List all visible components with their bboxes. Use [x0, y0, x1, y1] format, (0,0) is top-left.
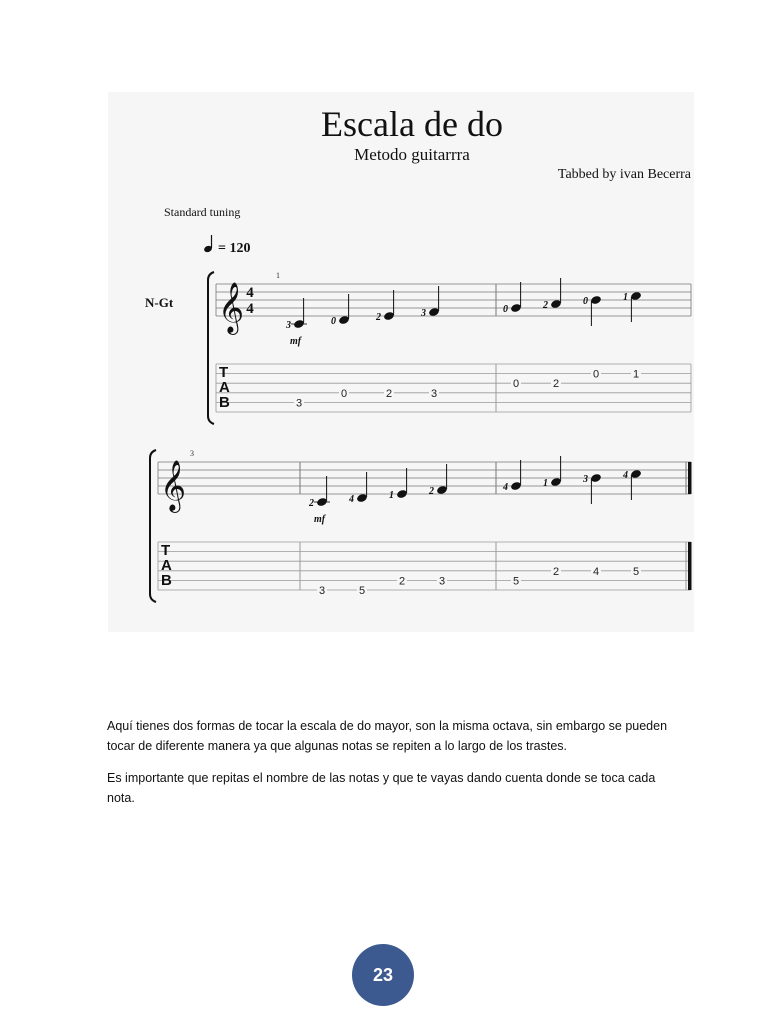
finger-number: 1 — [623, 292, 628, 303]
finger-number: 0 — [583, 296, 588, 307]
finger-number: 2 — [309, 498, 314, 509]
finger-number: 4 — [349, 494, 354, 505]
tab-letter: T — [219, 364, 229, 381]
tab-fret-number: 2 — [385, 387, 393, 400]
finger-number: 2 — [429, 486, 434, 497]
treble-clef-icon: 𝄞 — [160, 460, 187, 511]
tab-fret-number: 3 — [438, 575, 446, 588]
finger-number: 4 — [623, 470, 628, 481]
system-bracket — [208, 272, 214, 424]
finger-number: 0 — [331, 316, 336, 327]
finger-number: 4 — [503, 482, 508, 493]
finger-number: 1 — [543, 478, 548, 489]
paragraph-2: Es importante que repitas el nombre de las notas y que te vayas dando cuenta donde se toca cada nota. — [107, 771, 656, 805]
instrument-label: N-Gt — [145, 295, 174, 310]
tab-letter: A — [219, 379, 230, 396]
finger-number: 3 — [421, 308, 426, 319]
finger-number: 1 — [389, 490, 394, 501]
tab-fret-number: 3 — [295, 397, 303, 410]
measure-number: 1 — [276, 271, 280, 280]
tab-letter: B — [219, 394, 230, 411]
finger-number: 3 — [286, 320, 291, 331]
tempo-value: = 120 — [218, 241, 251, 256]
tab-fret-number: 3 — [430, 387, 438, 400]
tab-fret-number: 5 — [512, 575, 520, 588]
tab-letter: T — [161, 542, 171, 559]
tab-fret-number: 0 — [340, 387, 348, 400]
score-subtitle: Metodo guitarrra — [354, 145, 470, 164]
sheet-music-image — [108, 92, 694, 632]
finger-number: 0 — [503, 304, 508, 315]
staff-systems — [150, 271, 692, 602]
score-credit: Tabbed by ivan Becerra — [557, 167, 691, 182]
time-signature-bottom: 4 — [246, 301, 254, 317]
tab-fret-number: 2 — [552, 565, 560, 578]
tab-fret-number: 3 — [318, 585, 326, 597]
treble-clef-icon: 𝄞 — [218, 282, 245, 333]
final-thick-line — [688, 462, 692, 494]
dynamic-marking: mf — [290, 336, 302, 347]
tab-fret-number: 2 — [398, 575, 406, 588]
score-notation — [108, 92, 694, 632]
score-title: Escala de do — [321, 104, 503, 144]
system-bracket — [150, 450, 156, 602]
tab-fret-number: 4 — [592, 565, 600, 578]
dynamic-marking: mf — [314, 514, 326, 525]
tuning-label: Standard tuning — [164, 205, 241, 219]
finger-number: 3 — [583, 474, 588, 485]
paragraph-1: Aquí tienes dos formas de tocar la escala de do mayor, son la misma octava, sin embargo se pueden tocar de diferente manera ya que algunas notas se repiten a lo largo de los trastes. — [107, 719, 668, 753]
tempo-marking — [203, 235, 250, 256]
tab-fret-number: 2 — [552, 378, 560, 391]
tab-fret-number: 5 — [358, 585, 366, 597]
tab-final-thick-line — [688, 542, 692, 590]
tab-fret-number: 1 — [632, 368, 640, 381]
tab-fret-number: 0 — [592, 368, 600, 381]
finger-number: 2 — [376, 312, 381, 323]
finger-number: 2 — [543, 300, 548, 311]
tab-letter: A — [161, 557, 172, 574]
time-signature-top: 4 — [246, 285, 254, 301]
tab-fret-number: 5 — [632, 565, 640, 578]
tab-letter: B — [161, 572, 172, 589]
page-number: 23 — [372, 964, 394, 985]
tab-fret-number: 0 — [512, 378, 520, 391]
page-number-badge — [352, 944, 414, 1006]
measure-number: 3 — [190, 449, 194, 458]
